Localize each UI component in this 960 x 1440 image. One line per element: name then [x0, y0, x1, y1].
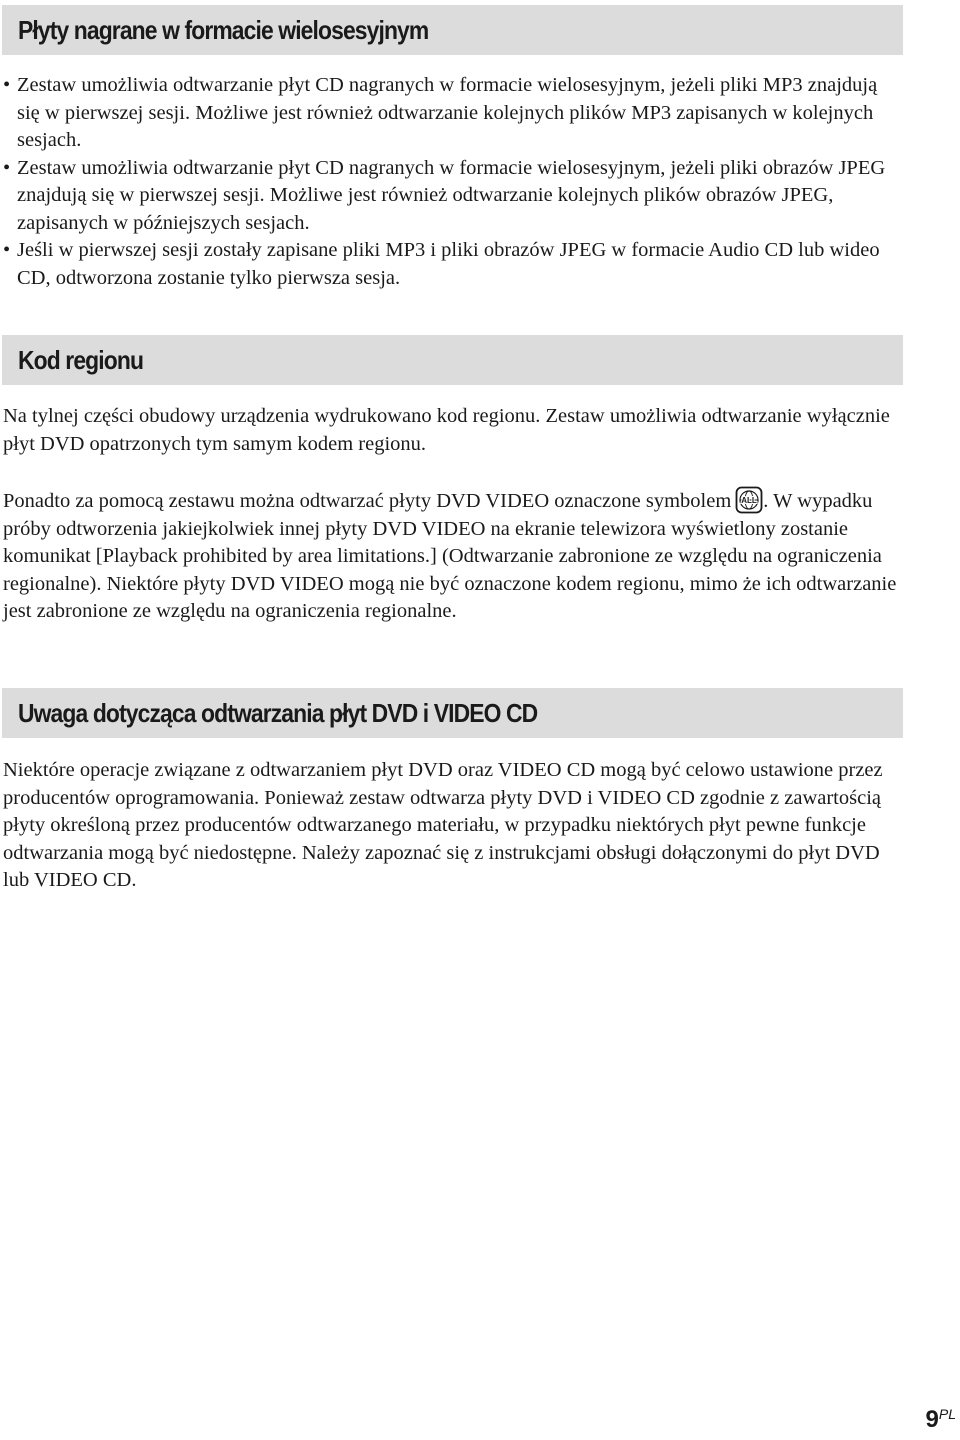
paragraph-text-before-symbol: Ponadto za pomocą zestawu można odtwarzać płyty DVD VIDEO oznaczone symbolem: [3, 490, 732, 512]
region-symbol-label: ALL: [741, 496, 758, 505]
paragraph-text: Niektóre operacje związane z odtwarzaniem płyt DVD oraz VIDEO CD mogą być celowo ustawione przez producentów oprogramowania. Ponieważ zestaw odtwarza płyty DVD i VIDEO CD zgodnie z zawartością płyty określoną przez producentów odtwarzanego materiału, w przypadku niektórych płyt pewne funkcje odtwarzania mogą być niedostępne. Należy zapoznać się z instrukcjami obsługi dołączonymi do płyt DVD lub VIDEO CD.: [3, 759, 883, 891]
page-number-value: 9: [925, 1406, 939, 1433]
paragraph-text-after-symbol: . W wypadku próby odtworzenia jakiejkolwiek innej płyty DVD VIDEO na ekranie telewizora wyświetlony zostanie komunikat [Playback prohibited by area limitations.] (Odtwarzanie zabronione ze względu na ograniczenia regionalne). Niektóre płyty DVD VIDEO mogą nie być oznaczone kodem regionu, mimo że ich odtwarzanie jest zabronione ze względu na ograniczenia regionalne.: [3, 490, 897, 622]
paragraph-text: [3, 486, 908, 626]
paragraph: [3, 403, 908, 458]
list-item: [0, 72, 905, 155]
list-item-text: Zestaw umożliwia odtwarzanie płyt CD nagranych w formacie wielosesyjnym, jeżeli pliki MP3 znajdują się w pierwszej sesji. Możliwe jest również odtwarzanie kolejnych plików MP3 zapisanych w kolejnych sesjach.: [17, 74, 878, 151]
page-language-code: PL: [938, 1406, 956, 1422]
section-header-dvd-videocd-note: [2, 688, 903, 738]
page-number: [926, 1406, 956, 1434]
section-header-multisession: [2, 5, 903, 55]
list-item: [0, 237, 905, 292]
section-title: Płyty nagrane w formacie wielosesyjnym: [18, 15, 429, 45]
paragraph: [3, 486, 908, 626]
bullet-icon: •: [3, 239, 11, 261]
list-item-text: Zestaw umożliwia odtwarzanie płyt CD nagranych w formacie wielosesyjnym, jeżeli pliki obrazów JPEG znajdują się w pierwszej sesji. Możliwe jest również odtwarzanie kolejnych plików obrazów JPEG, zapisanych w późniejszych sesjach.: [17, 156, 886, 234]
bullet-list: [0, 72, 905, 292]
list-item-text: Jeśli w pierwszej sesji zostały zapisane pliki MP3 i pliki obrazów JPEG w formacie Audio CD lub wideo CD, odtworzona zostanie tylko pierwsza sesja.: [17, 239, 880, 289]
region-all-globe-icon: [735, 486, 763, 514]
bullet-icon: •: [3, 74, 11, 96]
list-item: [0, 155, 905, 238]
section-header-region-code: [2, 335, 903, 385]
paragraph: [3, 757, 908, 895]
section-title: Kod regionu: [18, 345, 144, 375]
paragraph-text: Na tylnej części obudowy urządzenia wydrukowano kod regionu. Zestaw umożliwia odtwarzanie wyłącznie płyt DVD opatrzonych tym samym kodem regionu.: [3, 405, 890, 455]
bullet-icon: •: [3, 156, 11, 179]
section-title: Uwaga dotycząca odtwarzania płyt DVD i VIDEO CD: [18, 698, 538, 728]
